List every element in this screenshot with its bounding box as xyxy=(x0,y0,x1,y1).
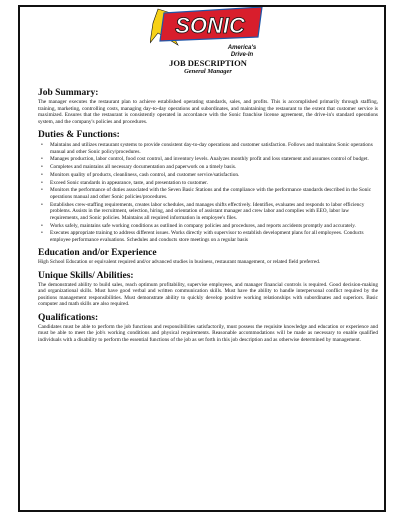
qualifications-text: Candidates must be able to perform the job functions and responsibilities satisfactorily, must possess the requisite knowledge and education or experience and must be able to meet the job's working conditions and physical requirements. Reasonable accommodations will be made as necessary to enable qualified individuals with a disability to perform the essential functions of the job as set forth in this job description and as otherwise determined by management. xyxy=(38,323,378,343)
duty-item xyxy=(38,223,378,230)
duty-text: Executes appropriate training to address different issues. Works directly with supervisor to establish development plans for all employees. Conducts employee performance evaluations. Schedules and conducts store meetings on a regular basis xyxy=(50,230,364,243)
sonic-logo xyxy=(38,7,378,57)
bullet-icon: • xyxy=(41,164,43,171)
education-heading: Education and/or Experience xyxy=(38,248,157,259)
bullet-icon: • xyxy=(41,156,43,163)
duty-text: Maintains and utilizes restaurant systems to provide consistent day-to-day operations and customer satisfaction. Follows and maintains Sonic operations manual and other Sonic policy/procedures. xyxy=(50,142,373,155)
duty-item xyxy=(38,172,378,179)
duty-item xyxy=(38,156,378,163)
duty-item xyxy=(38,187,378,200)
document-subtitle: General Manager xyxy=(184,68,232,75)
duty-item xyxy=(38,142,378,155)
bullet-icon: • xyxy=(41,222,43,229)
job-summary-heading: Job Summary: xyxy=(38,88,99,98)
logo-tagline xyxy=(192,45,292,58)
duty-text: Completes and maintains all necessary documentation and paperwork on a timely basis. xyxy=(50,164,237,171)
logo-brand-text: SONIC xyxy=(175,13,245,38)
duty-text: Works safely, maintains safe working conditions as outlined in company policies and procedures, and reports accidents promptly and accurately. xyxy=(50,222,356,229)
qualifications-heading: Qualifications: xyxy=(38,312,99,323)
duties-list xyxy=(38,142,378,243)
bullet-icon: • xyxy=(41,171,43,178)
duty-text: Manages production, labor control, food cost control, and inventory levels. Analyzes monthly profit and loss statement and assumes control of budget. xyxy=(50,156,369,163)
bullet-icon: • xyxy=(41,179,43,186)
duty-text: Monitors quality of products, cleanliness, cash control, and customer service/satisfaction. xyxy=(50,171,240,178)
duty-text: Monitors the performance of duties associated with the Seven Basic Stations and the compliance with the performance standards described in the Sonic operations manual and other Sonic policies/procedures. xyxy=(50,187,372,200)
duty-text: Exceed Sonic standards in appearance, taste, and presentation to customer. xyxy=(50,179,208,186)
page-content xyxy=(38,7,378,343)
duty-item xyxy=(38,230,378,243)
duty-item xyxy=(38,164,378,171)
duty-text: Establishes crew-staffing requirements, creates labor schedules, and manages shifts effectively. Identifies, evaluates and responds to labor efficiency problems. Assists in the recruitment, selection, hiring, and orientation of assistant manager and crew labor and complies with EEO, labor law requirements, and Sonic policies. Maintains all required information in employee's files. xyxy=(50,201,365,221)
bullet-icon: • xyxy=(41,142,43,148)
skills-heading: Unique Skills/ Abilities: xyxy=(38,270,134,281)
bullet-icon: • xyxy=(41,201,43,208)
duty-item xyxy=(38,180,378,187)
duties-heading: Duties & Functions: xyxy=(38,130,120,140)
logo-tagline-line2: Drive-In xyxy=(230,51,254,58)
duty-item xyxy=(38,202,378,222)
logo-tagline-line1: America's xyxy=(227,45,257,51)
bullet-icon: • xyxy=(41,230,43,237)
skills-text: The demonstrated ability to build sales, reach optimum profitability, supervise employees, and manager financial controls is required. Good decision-making and organizational skills. Must have good verbal and written communication skills. Must have the ability to handle interpersonal conflict required by the positions management responsibilities. Must demonstrate ability to quickly develop positive working relationships with subordinates and superiors. Basic computer and math skills are also required. xyxy=(38,281,378,308)
job-summary-text: The manager executes the restaurant plan to achieve established operating standards, sales, and profits. This is accomplished primarily through staffing, training, marketing, controlling costs, managing day-to-day operations and subordinates, and maintaining the restaurant to the extent that customer service is maximized. Ensures that the restaurant is consistently operated in accordance with the Sonic franchise license agreement, the drive-in's standard operations system, and the company's policies and procedures. xyxy=(38,99,378,125)
education-text: High School Education or equivalent required and/or advanced studies in business, restaurant management, or related field preferred. xyxy=(38,259,321,266)
sonic-logo-graphic xyxy=(150,7,270,47)
bullet-icon: • xyxy=(41,187,43,194)
job-description-page xyxy=(18,5,386,512)
document-title: JOB DESCRIPTION xyxy=(169,58,247,68)
